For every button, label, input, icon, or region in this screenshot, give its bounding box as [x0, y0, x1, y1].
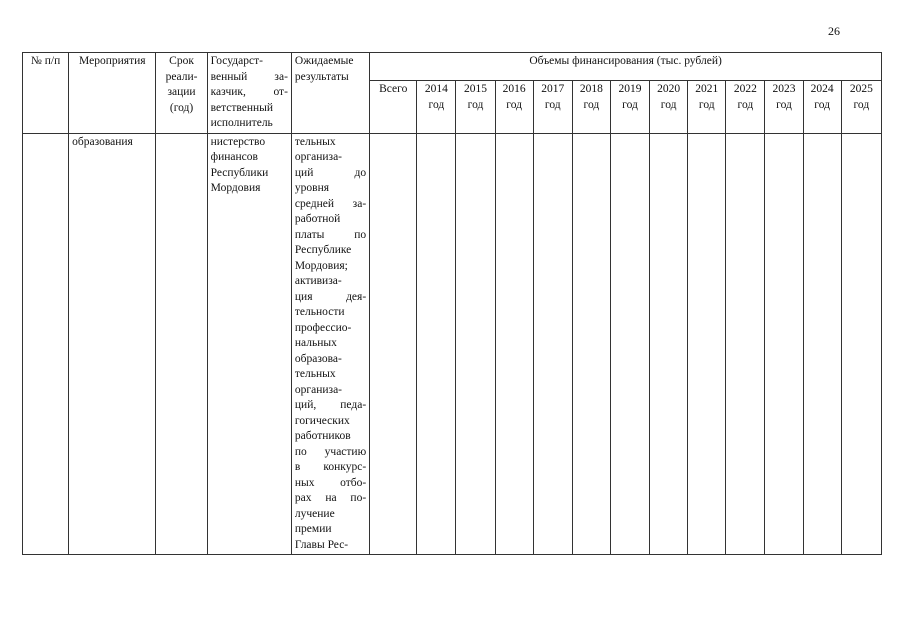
results-line: организа- [294, 383, 343, 396]
cell-results [291, 133, 369, 555]
header-year-2022: 2022 год [726, 81, 765, 133]
cell-2024 [803, 133, 841, 555]
results-line: по участию [294, 445, 367, 458]
results-line: тельных [294, 368, 336, 380]
results-line: в конкурс- [294, 461, 367, 473]
cell-2025 [841, 133, 881, 555]
results-line: ных отбо- [294, 476, 367, 489]
header-year-2024: 2024 год [803, 81, 841, 133]
results-line: лучение [294, 507, 335, 520]
results-line: работной [294, 213, 341, 225]
header-financing: Объемы финансирования (тыс. рублей) [370, 53, 882, 81]
cell-2017 [533, 133, 572, 555]
cell-2023 [765, 133, 803, 555]
results-line: образова- [294, 352, 342, 365]
header-total: Всего [370, 81, 417, 133]
header-year-2023: 2023 год [765, 81, 803, 133]
results-line: гогических [294, 414, 350, 427]
header-year-2017: 2017 год [533, 81, 572, 133]
results-text [295, 135, 366, 554]
cell-measures: образования [69, 133, 156, 555]
results-line: организа- [294, 151, 343, 163]
results-line: ций, педа- [294, 399, 367, 411]
results-line: активиза- [294, 275, 342, 287]
cell-num [23, 133, 69, 555]
header-results: Ожидаемые результаты [291, 53, 369, 134]
cell-customer: нистерство финансов Республики Мордовия [207, 133, 291, 555]
results-line: тельных [294, 135, 336, 148]
cell-total [370, 133, 417, 555]
header-term: Срок реали- зации (год) [156, 53, 207, 134]
header-year-2021: 2021 год [688, 81, 726, 133]
cell-2022 [726, 133, 765, 555]
results-line: профессио- [294, 321, 352, 334]
header-year-2025: 2025 год [841, 81, 881, 133]
header-year-2019: 2019 год [610, 81, 649, 133]
results-line: Главы Рес- [294, 538, 349, 551]
results-line: премии [294, 523, 332, 535]
results-line: рах на по- [294, 492, 367, 504]
header-year-2020: 2020 год [650, 81, 688, 133]
cell-term [156, 133, 207, 555]
cell-2019 [610, 133, 649, 555]
header-year-2015: 2015 год [456, 81, 495, 133]
header-year-2018: 2018 год [572, 81, 610, 133]
results-line: ция дея- [294, 290, 367, 303]
results-line: платы по [294, 228, 367, 241]
results-line: Республике [294, 244, 352, 256]
header-year-2014: 2014 год [417, 81, 456, 133]
cell-2015 [456, 133, 495, 555]
cell-2018 [572, 133, 610, 555]
header-customer: Государст- венный за- казчик, от- ветственный исполнитель [207, 53, 291, 134]
results-line: работников [294, 430, 351, 442]
cell-2020 [650, 133, 688, 555]
results-line: тельности [294, 306, 345, 318]
results-line: средней за- [294, 197, 367, 210]
cell-2014 [417, 133, 456, 555]
table-row [23, 133, 882, 555]
page-number: 26 [828, 24, 840, 38]
results-line: Мордовия; [294, 259, 348, 272]
results-line: нальных [294, 337, 337, 349]
header-num: № п/п [23, 53, 69, 134]
header-year-2016: 2016 год [495, 81, 533, 133]
financing-table [22, 52, 882, 555]
header-measures: Мероприятия [69, 53, 156, 134]
results-line: ций до [294, 166, 367, 179]
cell-2021 [688, 133, 726, 555]
results-line: уровня [294, 182, 330, 194]
cell-2016 [495, 133, 533, 555]
